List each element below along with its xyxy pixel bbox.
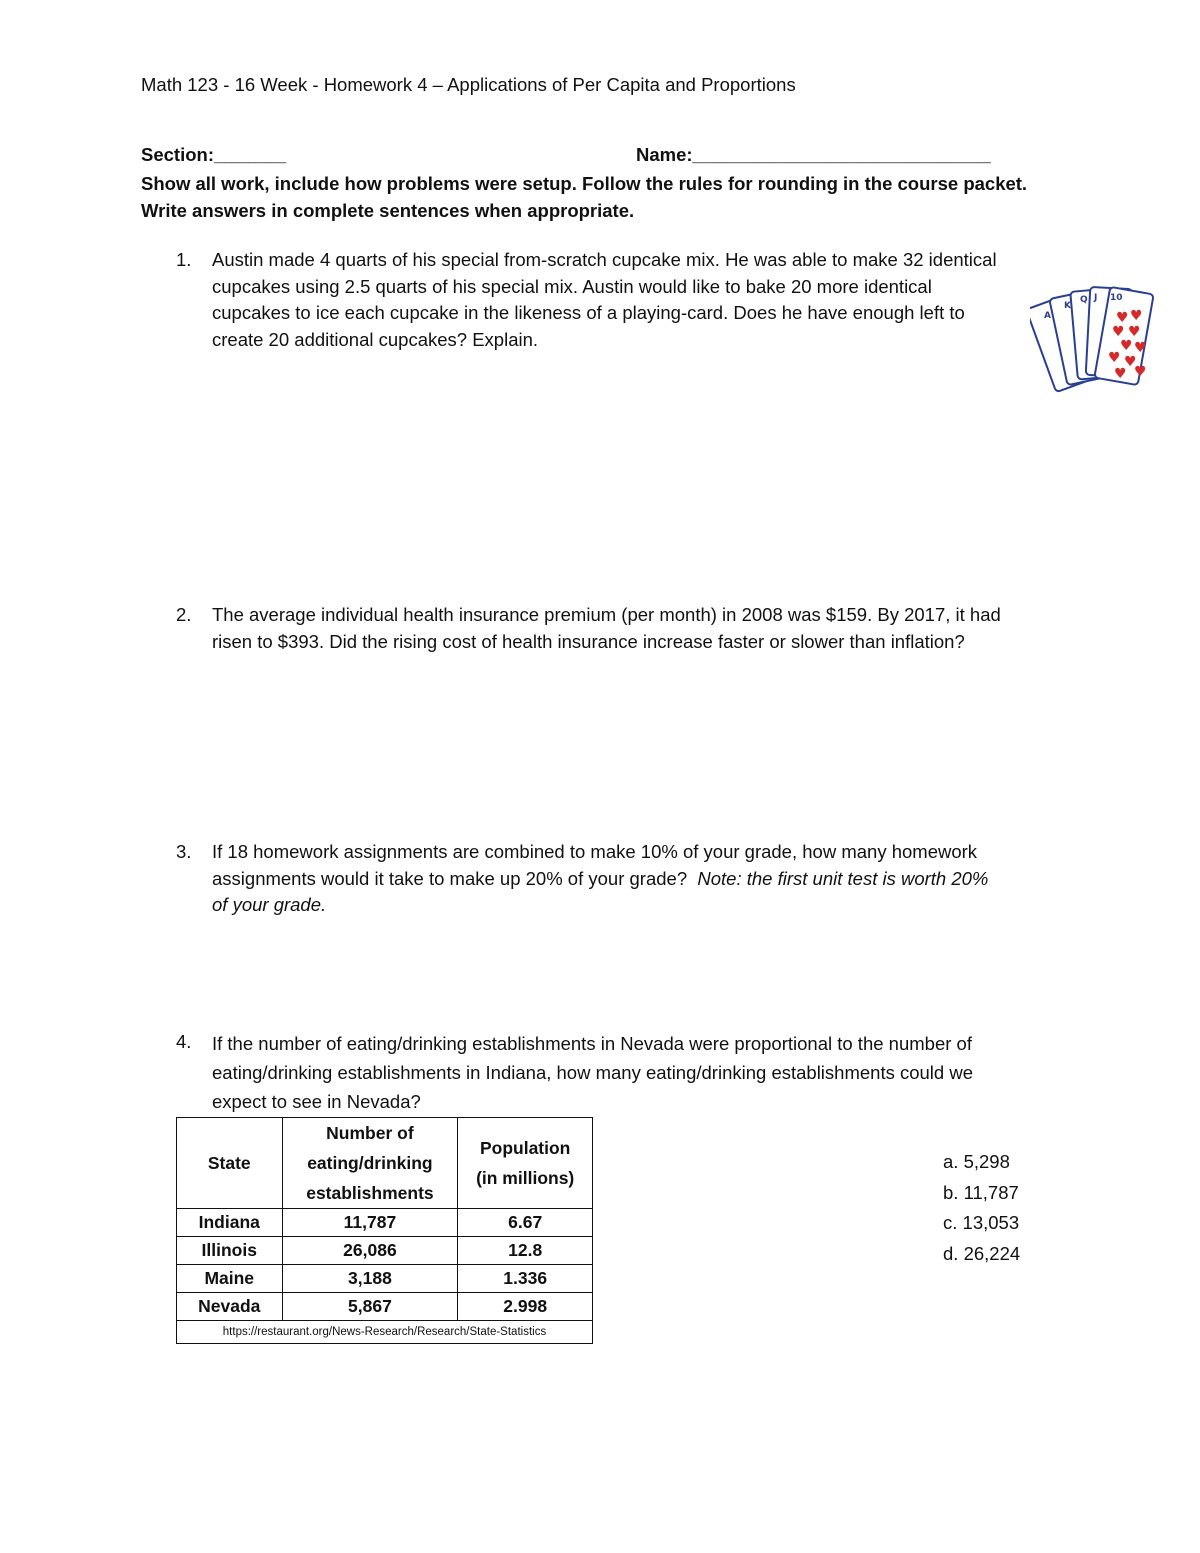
question-number: 4. xyxy=(176,1031,192,1052)
page-title: Math 123 - 16 Week - Homework 4 – Applications of Per Capita and Proportions xyxy=(141,74,796,95)
question-note: Note: the first unit test is worth 20% xyxy=(697,867,989,889)
header-establishments xyxy=(282,1118,458,1209)
table-source-row xyxy=(177,1321,593,1344)
cell-state: Nevada xyxy=(177,1293,283,1321)
establishments-table xyxy=(176,1117,593,1344)
table-header-row xyxy=(177,1118,593,1209)
question-text xyxy=(212,1029,973,1116)
cell-population: 1.336 xyxy=(458,1265,593,1293)
question-text xyxy=(212,247,997,353)
cell-population: 2.998 xyxy=(458,1293,593,1321)
card-label: Q xyxy=(1080,295,1088,305)
question-line xyxy=(212,866,988,893)
question-number: 3. xyxy=(176,841,192,862)
svg-text:♥: ♥ xyxy=(1116,310,1129,326)
table-row xyxy=(177,1293,593,1321)
question-line: cupcakes using 2.5 quarts of his special mix. Austin would like to bake 20 more identical xyxy=(212,275,932,297)
question-line: eating/drinking establishments in Indiana, how many eating/drinking establishments could we xyxy=(212,1062,973,1083)
card-label: K xyxy=(1064,301,1071,311)
cell-establishments: 5,867 xyxy=(282,1293,458,1321)
question-text xyxy=(212,602,1001,655)
card-label: J xyxy=(1094,293,1098,303)
question-line: expect to see in Nevada? xyxy=(212,1091,421,1112)
svg-text:♥: ♥ xyxy=(1112,324,1125,340)
question-line-text: assignments would it take to make up 20% of your grade? xyxy=(212,867,698,889)
question-line: If 18 homework assignments are combined to make 10% of your grade, how many homework xyxy=(212,841,978,862)
cell-population: 6.67 xyxy=(458,1209,593,1237)
name-field-label: Name:_____________________________ xyxy=(636,144,991,165)
playing-cards-icon xyxy=(1030,280,1155,400)
question-note-continued: of your grade. xyxy=(212,894,327,915)
instructions-line-2: Write answers in complete sentences when appropriate. xyxy=(141,200,635,221)
answer-choice: b. 11,787 xyxy=(943,1181,1019,1203)
answer-choice: a. 5,298 xyxy=(943,1151,1010,1172)
question-number: 2. xyxy=(176,604,192,625)
header-population xyxy=(458,1118,593,1209)
header-line: establishments xyxy=(306,1183,434,1203)
cell-population: 12.8 xyxy=(458,1237,593,1265)
cell-state: Illinois xyxy=(177,1237,283,1265)
question-line: risen to $393. Did the rising cost of health insurance increase faster or slower than inflation? xyxy=(212,630,965,652)
card-label: A xyxy=(1044,311,1051,321)
table-row xyxy=(177,1237,593,1265)
header-line: Number of xyxy=(326,1123,414,1143)
instructions-line-1: Show all work, include how problems were setup. Follow the rules for rounding in the course packet. xyxy=(141,173,1028,194)
header-line: Population xyxy=(479,1138,571,1158)
answer-choice: d. 26,224 xyxy=(943,1242,1021,1264)
table-row xyxy=(177,1209,593,1237)
table-row xyxy=(177,1265,593,1293)
cell-state: Maine xyxy=(177,1265,283,1293)
question-number: 1. xyxy=(176,249,192,270)
playing-cards-illustration xyxy=(1030,280,1155,400)
question-line: Austin made 4 quarts of his special from-scratch cupcake mix. He was able to make 32 identical xyxy=(212,249,997,270)
answer-choices xyxy=(943,1147,1020,1269)
question-line: create 20 additional cupcakes? Explain. xyxy=(212,328,539,350)
header-state: State xyxy=(177,1118,283,1209)
cell-establishments: 26,086 xyxy=(282,1237,458,1265)
svg-text:♥: ♥ xyxy=(1134,364,1147,380)
question-line: cupcakes to ice each cupcake in the likeness of a playing-card. Does he have enough left to xyxy=(212,302,965,323)
svg-text:♥: ♥ xyxy=(1124,354,1137,370)
svg-text:♥: ♥ xyxy=(1108,350,1121,366)
svg-text:♥: ♥ xyxy=(1114,366,1127,382)
answer-choice: c. 13,053 xyxy=(943,1212,1020,1233)
cell-state: Indiana xyxy=(177,1209,283,1237)
question-line: The average individual health insurance premium (per month) in 2008 was $159. By 2017, it had xyxy=(212,604,1001,625)
section-field-label: Section:_______ xyxy=(141,144,287,165)
header-line: (in millions) xyxy=(476,1168,575,1188)
cell-establishments: 3,188 xyxy=(282,1265,458,1293)
table-source: https://restaurant.org/News-Research/Research/State-Statistics xyxy=(177,1321,593,1344)
question-text xyxy=(212,839,988,919)
header-line: eating/drinking xyxy=(307,1153,433,1173)
svg-text:♥: ♥ xyxy=(1120,338,1133,354)
card-label: 10 xyxy=(1110,293,1123,303)
svg-text:♥: ♥ xyxy=(1134,340,1147,356)
question-line: If the number of eating/drinking establishments in Nevada were proportional to the number of xyxy=(212,1033,972,1054)
svg-text:♥: ♥ xyxy=(1130,308,1143,324)
svg-text:♥: ♥ xyxy=(1128,324,1141,340)
instructions xyxy=(141,170,1101,224)
cell-establishments: 11,787 xyxy=(282,1209,458,1237)
